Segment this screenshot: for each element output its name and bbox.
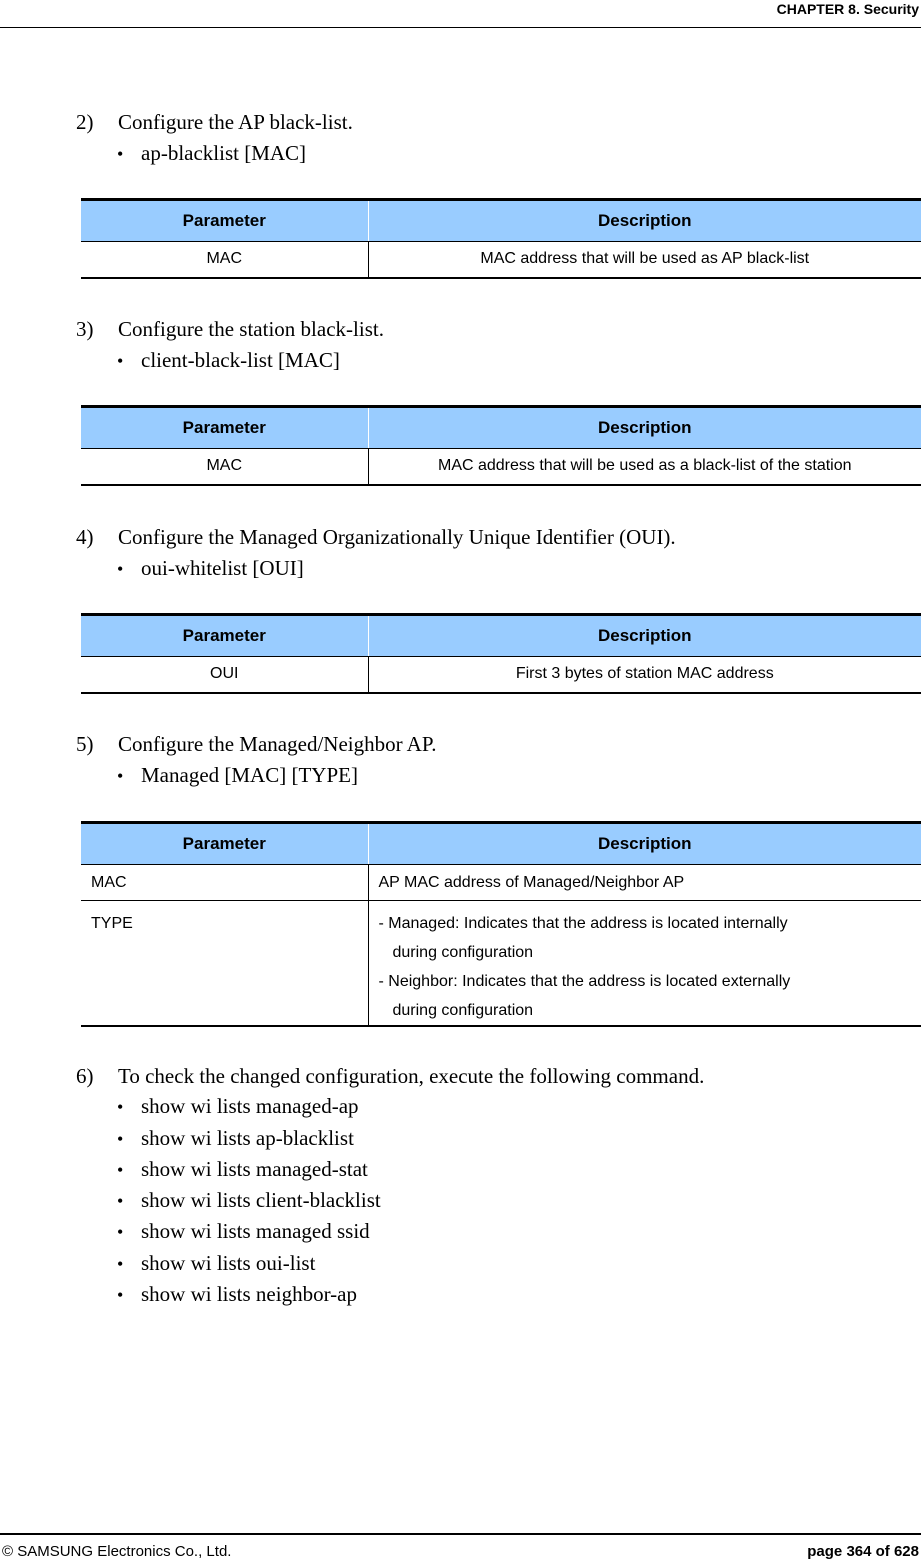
command-bullet (117, 1281, 357, 1308)
bullet-icon: • (117, 1191, 124, 1211)
step-number: 4) (76, 525, 94, 549)
copyright-text: © SAMSUNG Electronics Co., Ltd. (2, 1543, 232, 1560)
step-5-heading (76, 731, 436, 757)
column-header-parameter: Parameter (81, 615, 368, 657)
description-line: during configuration (392, 1002, 534, 1019)
table-row (81, 657, 921, 693)
command-text: show wi lists ap-blacklist (141, 1126, 354, 1150)
column-header-parameter: Parameter (81, 407, 368, 449)
command-text: show wi lists client-blacklist (141, 1188, 381, 1212)
bullet-icon: • (117, 144, 124, 164)
table-header-row (81, 823, 921, 865)
command-bullet (117, 1218, 370, 1245)
command-text: client-black-list [MAC] (141, 348, 340, 372)
page-number: page 364 of 628 (807, 1543, 919, 1560)
bullet-icon: • (117, 1097, 124, 1117)
table-header-row (81, 407, 921, 449)
column-header-description: Description (368, 200, 921, 242)
command-bullet (117, 1125, 354, 1152)
step-title: Configure the Managed Organizationally Unique Identifier (OUI). (118, 525, 676, 549)
parameter-cell: TYPE (81, 901, 368, 1027)
bullet-icon: • (117, 1129, 124, 1149)
command-bullet (117, 1156, 368, 1183)
parameter-table-client-blacklist (81, 405, 921, 486)
step-title: Configure the AP black-list. (118, 110, 353, 134)
parameter-cell: MAC (81, 449, 368, 485)
parameter-table-managed-ap (81, 821, 921, 1027)
command-bullet (117, 762, 358, 789)
bullet-icon: • (117, 1222, 124, 1242)
table-row (81, 865, 921, 901)
command-text: show wi lists managed-ap (141, 1094, 359, 1118)
table-header-row (81, 615, 921, 657)
bullet-icon: • (117, 1160, 124, 1180)
command-text: show wi lists neighbor-ap (141, 1282, 357, 1306)
step-title: Configure the station black-list. (118, 317, 384, 341)
parameter-cell: MAC (81, 865, 368, 901)
bullet-icon: • (117, 351, 124, 371)
bullet-icon: • (117, 1254, 124, 1274)
bullet-icon: • (117, 1285, 124, 1305)
command-bullet (117, 1187, 381, 1214)
step-number: 3) (76, 317, 94, 341)
step-3-heading (76, 316, 384, 342)
step-title: To check the changed configuration, execute the following command. (118, 1064, 705, 1088)
command-bullet (117, 140, 306, 167)
table-row (81, 449, 921, 485)
parameter-cell: OUI (81, 657, 368, 693)
step-6-heading (76, 1063, 704, 1089)
step-title: Configure the Managed/Neighbor AP. (118, 732, 437, 756)
step-number: 5) (76, 732, 94, 756)
command-text: show wi lists oui-list (141, 1251, 316, 1275)
command-bullet (117, 1093, 359, 1120)
step-number: 2) (76, 110, 94, 134)
table-header-row (81, 200, 921, 242)
parameter-table-oui-whitelist (81, 613, 921, 694)
column-header-description: Description (368, 823, 921, 865)
bullet-icon: • (117, 766, 124, 786)
command-text: show wi lists managed-stat (141, 1157, 368, 1181)
description-cell: First 3 bytes of station MAC address (368, 657, 921, 693)
bullet-icon: • (117, 559, 124, 579)
description-line: - Managed: Indicates that the address is located internally (378, 915, 788, 932)
step-number: 6) (76, 1064, 94, 1088)
command-text: oui-whitelist [OUI] (141, 556, 304, 580)
description-cell (368, 901, 921, 1027)
description-cell: MAC address that will be used as a black-list of the station (368, 449, 921, 485)
description-cell: AP MAC address of Managed/Neighbor AP (368, 865, 921, 901)
column-header-description: Description (368, 407, 921, 449)
command-bullet (117, 555, 304, 582)
parameter-cell: MAC (81, 242, 368, 278)
command-bullet (117, 1250, 315, 1277)
description-line: - Neighbor: Indicates that the address is located externally (378, 973, 791, 990)
table-row (81, 242, 921, 278)
step-4-heading (76, 524, 676, 550)
column-header-parameter: Parameter (81, 200, 368, 242)
step-2-heading (76, 109, 353, 135)
column-header-parameter: Parameter (81, 823, 368, 865)
command-text: show wi lists managed ssid (141, 1219, 370, 1243)
command-text: Managed [MAC] [TYPE] (141, 763, 358, 787)
description-line: during configuration (392, 944, 534, 961)
column-header-description: Description (368, 615, 921, 657)
page-header (0, 0, 921, 28)
parameter-table-ap-blacklist (81, 198, 921, 279)
chapter-title: CHAPTER 8. Security (776, 1, 919, 17)
description-cell: MAC address that will be used as AP black-list (368, 242, 921, 278)
command-text: ap-blacklist [MAC] (141, 141, 307, 165)
command-bullet (117, 347, 340, 374)
page-footer (0, 1533, 921, 1565)
table-row (81, 901, 921, 1027)
